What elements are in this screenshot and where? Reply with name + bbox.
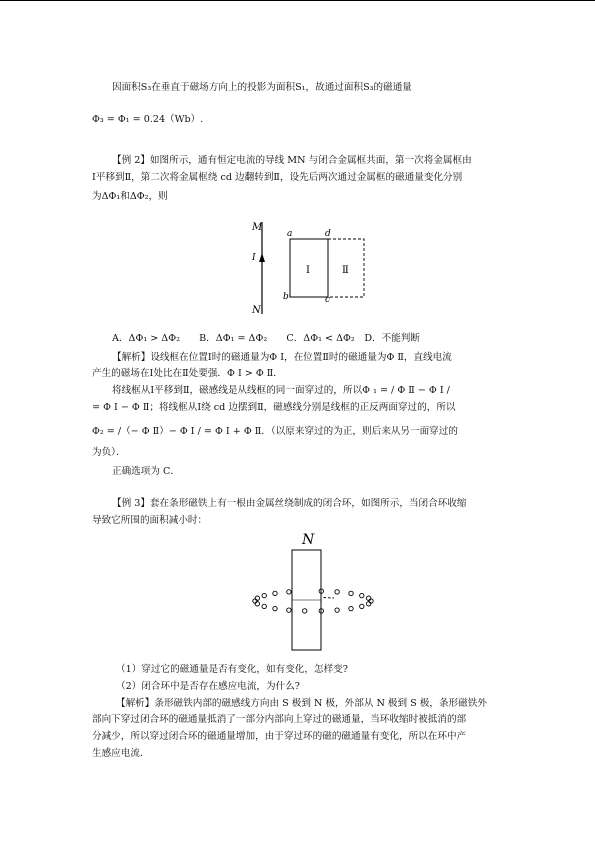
coil-loop <box>349 591 353 595</box>
text-line: 导致它所围的面积减小时： <box>92 515 208 526</box>
label-b: b <box>283 292 289 302</box>
text-line: 【例 2】如图所示，通有恒定电流的导线 MN 与闭合金属框共面，第一次将金属框由 <box>112 155 472 166</box>
coil-loop <box>360 593 364 597</box>
figure-magnet-ring <box>250 528 380 656</box>
label-m: M <box>252 222 263 233</box>
text-line: Φ₃ = Φ₁ = 0.24（Wb）. <box>92 114 204 125</box>
question-2: （2）闭合环中是否存在感应电流，为什么? <box>116 681 300 692</box>
coil-loop <box>273 606 277 610</box>
label-c: c <box>325 295 331 305</box>
text-line: Ⅰ平移到Ⅱ，第二次将金属框绕 cd 边翻转到Ⅱ，设先后两次通过金属框的磁通量变化分别 <box>92 172 463 183</box>
text-line: 因面积S₃在垂直于磁场方向上的投影为面积S₁，故通过面积S₃的磁通量 <box>112 82 412 93</box>
coil-loop <box>360 604 364 608</box>
page-top-rule <box>0 0 595 1</box>
coil-loop <box>287 590 291 594</box>
label-magnet-n: N <box>302 532 315 548</box>
text-line: 产生的磁场在Ⅰ处比在Ⅱ处要强．Φ Ⅰ > Φ Ⅱ． <box>92 368 283 379</box>
text-line: 【解析】条形磁铁内部的磁感线方向由 S 极到 N 极，外部从 N 极到 S 极，条形磁铁外 <box>116 698 487 709</box>
label-a: a <box>287 229 293 239</box>
text-line: 为ΔΦ₁和ΔΦ₂，则 <box>92 191 168 202</box>
figure-wire-frame <box>250 218 370 318</box>
text-line: Φ₂ = /（− Φ Ⅱ）− Φ Ⅰ / = Φ Ⅰ + Φ Ⅱ．（以原来穿过的为正，则后来从另一面穿过的 <box>92 426 458 437</box>
text-line: 正确选项为 C． <box>112 466 180 477</box>
text-line: 将线框从Ⅰ平移到Ⅱ，磁感线是从线框的同一面穿过的，所以Φ ₁ = / Φ Ⅱ − Φ Ⅰ / <box>112 385 450 396</box>
current-arrow <box>259 253 265 262</box>
label-region-1: Ⅰ <box>306 265 310 276</box>
coil-loop <box>335 608 339 612</box>
coil-loop <box>287 608 291 612</box>
coil-loop <box>349 606 353 610</box>
question-1: （1）穿过它的磁通量是否有变化，如有变化，怎样变? <box>116 664 348 675</box>
label-d: d <box>325 229 331 239</box>
label-n: N <box>252 305 261 316</box>
text-line: 分减少，所以穿过闭合环的磁通量增加，由于穿过环的磁的磁通量有变化，所以在环中产 <box>92 731 467 742</box>
coil-loop <box>262 593 266 597</box>
text-line: 【解析】设线框在位置Ⅰ时的磁通量为Φ Ⅰ，在位置Ⅱ时的磁通量为Φ Ⅱ，直线电流 <box>112 352 452 363</box>
label-current: I <box>252 253 256 263</box>
coil-loop <box>262 604 266 608</box>
text-line: 【例 3】套在条形磁铁上有一根由金属丝绕制成的闭合环，如图所示，当闭合环收缩 <box>112 498 467 509</box>
text-line: 部向下穿过闭合环的磁通量抵消了一部分内部向上穿过的磁通量，当环收缩时被抵消的部 <box>92 714 467 725</box>
coil-loop <box>335 590 339 594</box>
text-line: 为负）． <box>92 447 126 458</box>
text-line: = Φ Ⅰ − Φ Ⅱ；将线框从Ⅰ绕 cd 边摆到Ⅱ，磁感线分别是线框的正反两面穿过的，所以 <box>92 402 456 413</box>
coil-loop <box>273 591 277 595</box>
label-region-2: Ⅱ <box>342 265 349 276</box>
options-line: A．ΔΦ₁ > ΔΦ₂ B．ΔΦ₁ = ΔΦ₂ C．ΔΦ₁ < ΔΦ₂ D．不能判断 <box>112 333 420 344</box>
text-line: 生感应电流． <box>92 748 150 759</box>
